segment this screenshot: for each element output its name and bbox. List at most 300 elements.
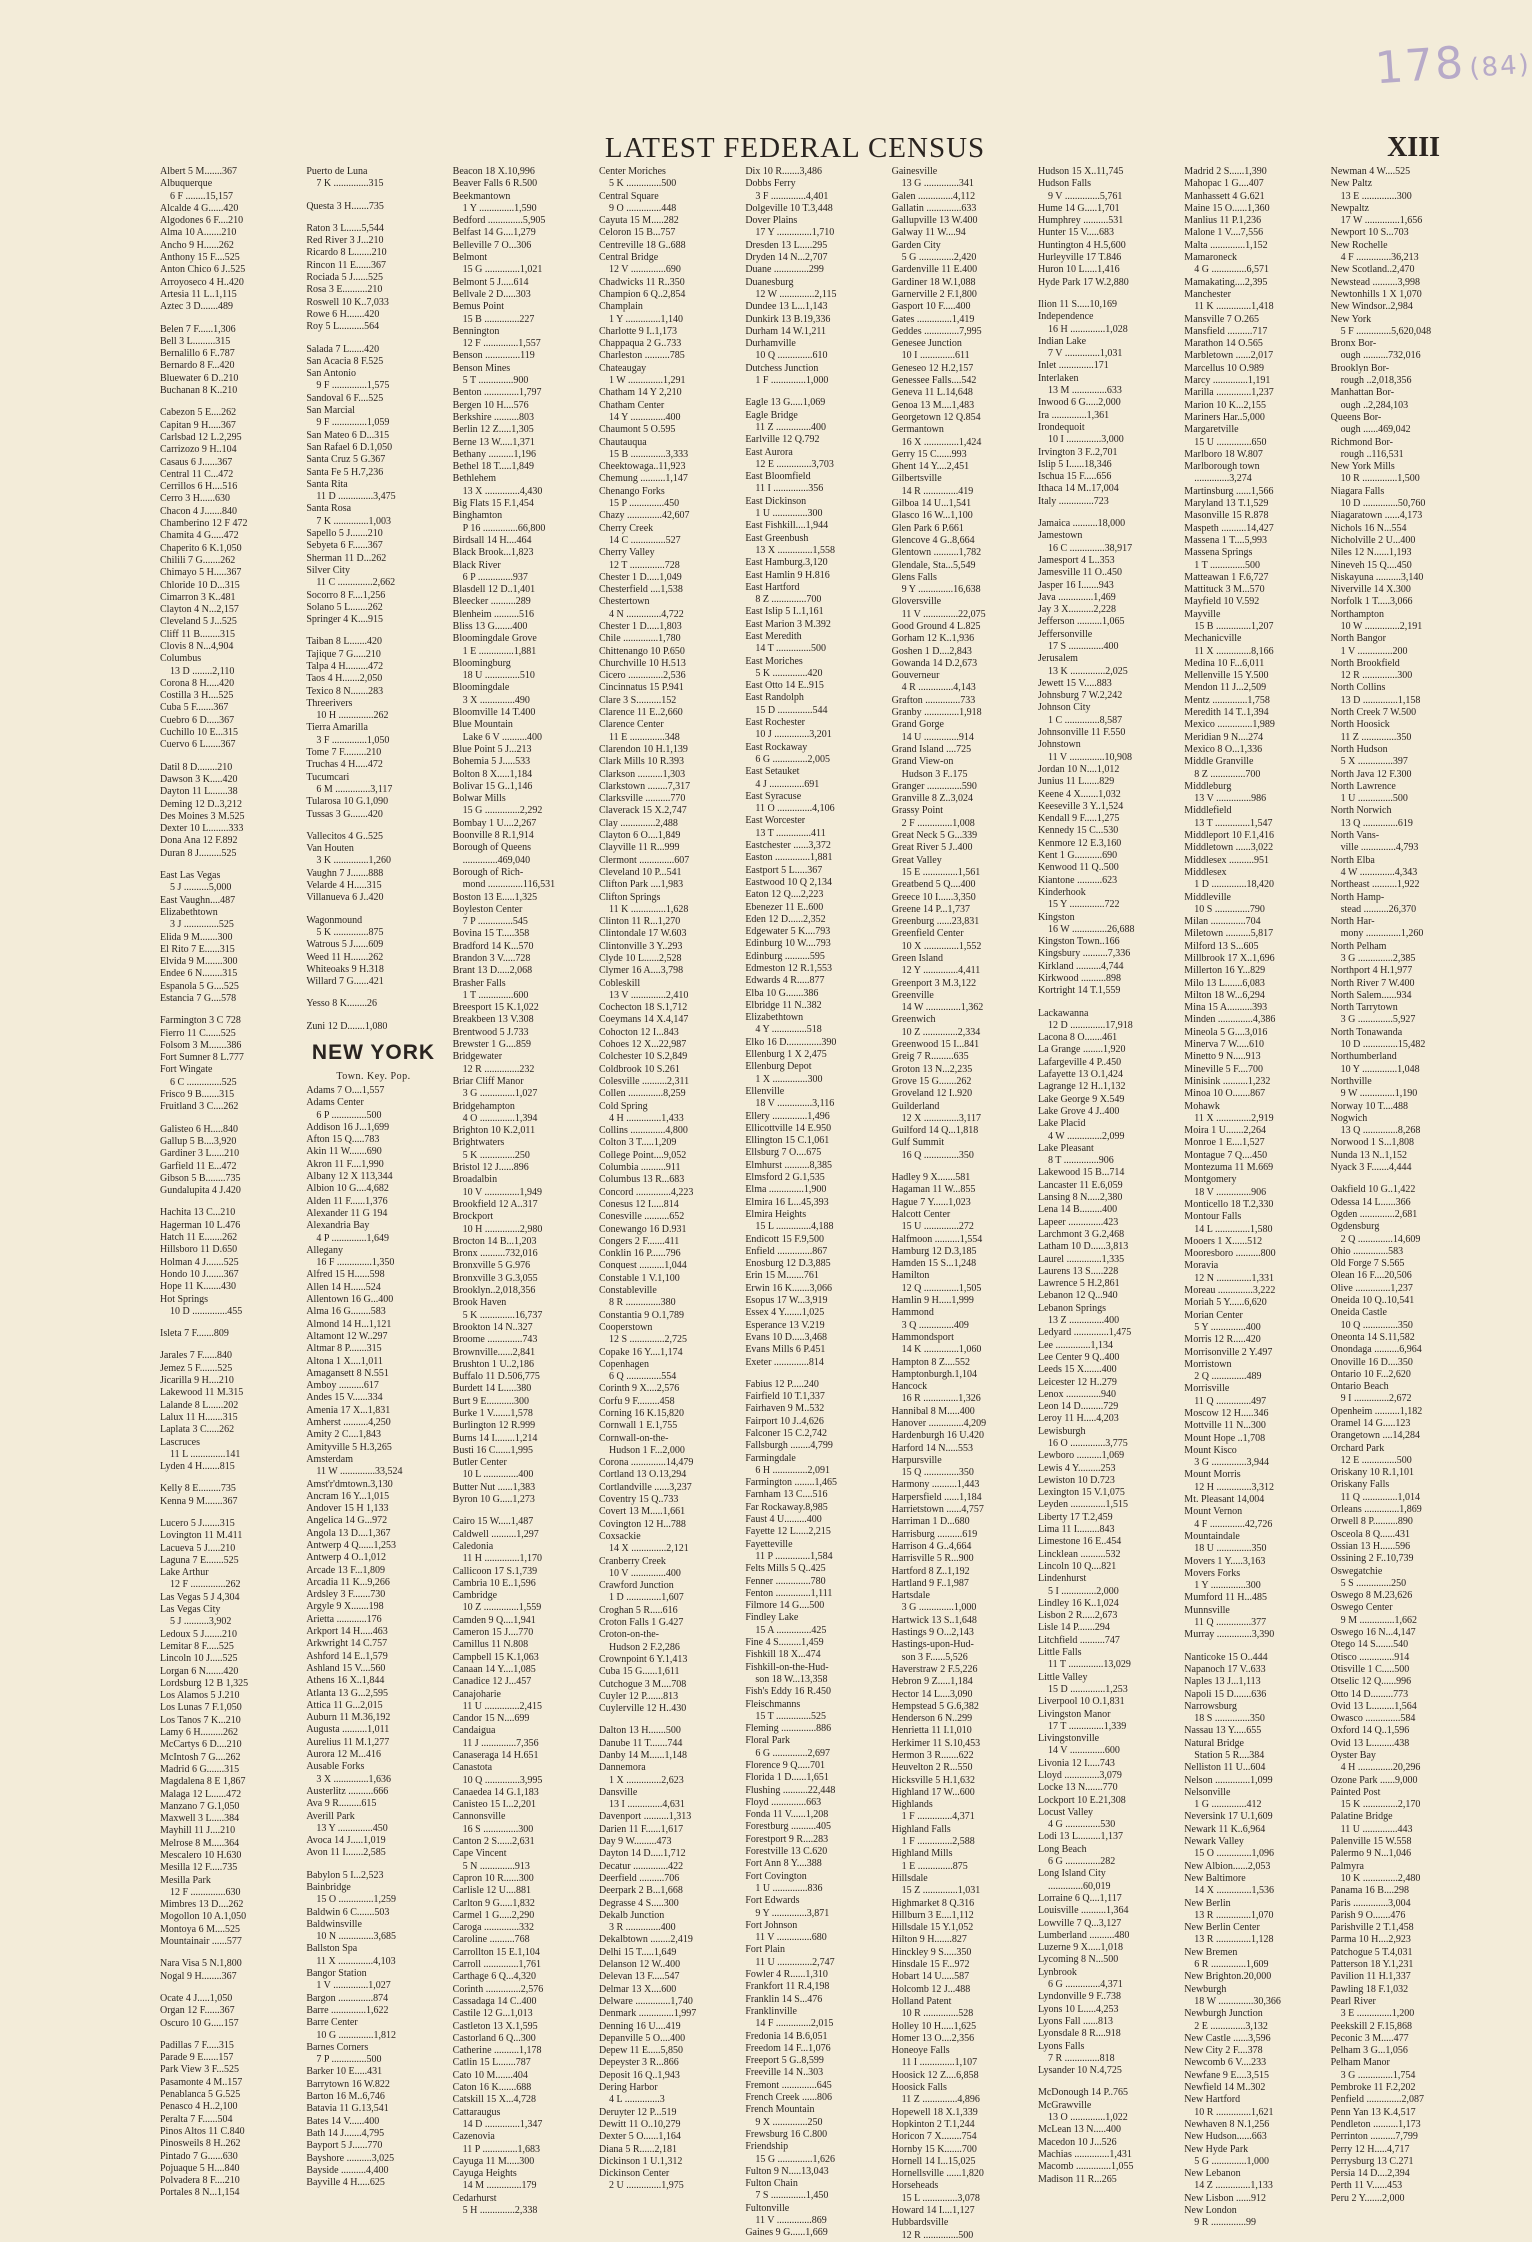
census-entry: Fort Covington: [745, 1870, 807, 1882]
census-entry: 1 G ..............412: [1194, 1799, 1262, 1811]
census-entry: Findley Lake: [745, 1612, 799, 1624]
census-entry: 3 J ..............525: [170, 919, 234, 931]
census-entry: 13 R ..............1,070: [1194, 1909, 1274, 1921]
census-entry: Threerivers: [306, 697, 353, 709]
census-entry: East Syracuse: [745, 790, 802, 802]
census-entry: 3 E ..............1,200: [1340, 2008, 1415, 2020]
census-entry: Niles 12 N......1,193: [1330, 547, 1412, 559]
census-entry: Whiteoaks 9 H.318: [306, 963, 384, 975]
census-entry: Harpursville: [891, 1454, 942, 1466]
census-entry: Bell 3 L.........315: [160, 335, 231, 347]
census-entry: Beacon 18 X.10,996: [452, 166, 535, 177]
census-entry: Cattaraugus: [452, 2106, 501, 2118]
census-entry: 11 Z ..............350: [1340, 731, 1412, 743]
census-entry: Milo 13 L.......6,083: [1184, 977, 1265, 989]
census-entry: Essex 4 Y.......1,025: [745, 1307, 825, 1319]
census-entry: Arkwright 14 C.757: [306, 1638, 388, 1650]
census-entry: 9 I ..............2,672: [1340, 1393, 1412, 1405]
census-entry: Cleveland 5 J...525: [160, 616, 237, 628]
census-entry: New Berlin: [1184, 1897, 1231, 1909]
census-entry: Kenmore 12 E.3,160: [1037, 837, 1122, 849]
census-entry: Caledonia: [452, 1540, 494, 1552]
census-entry: Oxford 14 Q..1,596: [1330, 1725, 1410, 1737]
census-entry: San Antonio: [306, 368, 357, 380]
census-entry: Mendon 11 J...2,509: [1184, 682, 1267, 694]
census-entry: 15 U ..............650: [1194, 436, 1267, 448]
census-entry: Hobart 14 U.....587: [891, 1971, 970, 1983]
census-entry: Middlefield: [1184, 805, 1232, 817]
census-entry: Callicoon 17 S.1,739: [452, 1565, 538, 1577]
census-entry: 16 F ..............1,350: [316, 1257, 395, 1269]
census-entry: Laplata 3 C.....262: [160, 1424, 235, 1436]
census-entry: Edinburg ..........595: [745, 950, 825, 962]
census-entry: Oswego Center: [1330, 1602, 1393, 1614]
census-entry: Oyster Bay: [1330, 1750, 1376, 1761]
census-entry: 11 K ..............1,628: [608, 903, 689, 915]
census-entry: Auburn 11 M.36,192: [306, 1712, 391, 1724]
census-entry: Hudson 15 X..11,745: [1037, 166, 1124, 177]
census-entry: Allen 14 H......524: [306, 1281, 381, 1293]
census-entry: Palatine Bridge: [1330, 1811, 1393, 1823]
census-entry: Hadley 9 X.......581: [891, 1172, 971, 1184]
census-entry: 13 K ..............2,025: [1047, 665, 1128, 677]
census-entry: Caroline ..........768: [452, 1934, 530, 1946]
census-entry: Bloomville 14 T.400: [452, 707, 536, 719]
census-entry: New Windsor..2,984: [1330, 301, 1413, 313]
census-entry: Malaga 12 L......472: [160, 1788, 242, 1800]
census-entry: Belmont 5 J.....614: [452, 276, 529, 288]
census-entry: Puerto de Luna: [306, 166, 368, 177]
census-entry: Northport 4 H.1,977: [1330, 965, 1413, 977]
census-entry: Cicero ..............2,536: [598, 670, 686, 682]
census-entry: North Har-: [1330, 916, 1375, 928]
census-entry: North Bangor: [1330, 633, 1386, 645]
census-entry: 1 Y ..............1,590: [462, 202, 537, 214]
census-entry: Arkport 14 H.....463: [306, 1626, 388, 1638]
census-entry: Clovis 8 N...4,904: [160, 640, 234, 652]
census-entry: Constantia 9 O.1,789: [598, 1309, 684, 1321]
census-entry: 4 P ..............1,649: [316, 1232, 390, 1244]
census-entry: Hunter 15 V.....683: [1037, 227, 1114, 239]
census-entry: Blue Mountain: [452, 719, 513, 731]
census-entry: 14 X ..............2,121: [608, 1543, 689, 1555]
census-entry: son 18 W...13,358: [755, 1673, 828, 1685]
census-column-3: [452, 166, 587, 2216]
census-entry: East Dickinson: [745, 495, 807, 507]
census-entry: Allegany: [306, 1244, 343, 1256]
census-entry: Falconer 15 C.2,742: [745, 1427, 827, 1439]
census-entry: Bradford 14 K...570: [452, 940, 534, 952]
census-entry: 1 E ..............875: [901, 1860, 968, 1872]
census-entry: Dannemora: [598, 1762, 646, 1774]
census-entry: Avon 11 I.......2,585: [306, 1847, 386, 1859]
census-entry: Capitan 9 H.....367: [160, 419, 236, 431]
census-entry: Mt. Pleasant 14,004: [1184, 1494, 1265, 1506]
census-entry: Liverpool 10 O.1,831: [1037, 1696, 1125, 1708]
census-entry: 12 Y ..............4,411: [901, 965, 981, 977]
spacer: [745, 387, 879, 397]
census-entry: Athens 16 X..1,844: [306, 1675, 385, 1687]
census-entry: Congers 2 F.......411: [598, 1235, 680, 1247]
census-entry: 11 Z ..............4,896: [901, 2094, 980, 2106]
census-entry: Interlaken: [1037, 372, 1079, 384]
census-entry: Gorham 12 K..1,936: [891, 633, 975, 645]
census-entry: Orchard Park: [1330, 1442, 1385, 1454]
spacer: [160, 752, 294, 762]
census-entry: Gundalupita 4 J.420: [160, 1185, 241, 1197]
census-entry: Lorgan 6 N.......420: [160, 1665, 239, 1677]
census-entry: 10 K ..............2,480: [1340, 1872, 1421, 1884]
census-entry: 10 L ..............400: [462, 1469, 534, 1481]
spacer: [160, 1473, 294, 1483]
spacer: [160, 1197, 294, 1207]
census-entry: Liberty 17 T.2,459: [1037, 1511, 1113, 1523]
census-entry: Genoa 13 M....1,483: [891, 399, 975, 411]
census-entry: Hamilton: [891, 1270, 930, 1282]
census-entry: Cold Spring: [598, 1100, 648, 1112]
census-entry: 15 U ..............272: [901, 1221, 974, 1233]
census-entry: Center Moriches: [598, 166, 666, 177]
census-entry: Bloomingburg: [452, 657, 511, 669]
census-entry: Faust 4 U.........400: [745, 1514, 822, 1526]
census-entry: 17 Y ..............1,710: [755, 227, 835, 239]
census-entry: New London: [1184, 2204, 1237, 2216]
census-entry: 12 W ..............2,115: [755, 288, 837, 300]
census-entry: Fabius 12 P.....240: [745, 1378, 819, 1390]
census-entry: Clay ..............2,488: [598, 817, 678, 829]
census-entry: Exeter ..............814: [745, 1356, 824, 1368]
census-entry: Geneva 11 L.14,648: [891, 387, 973, 399]
census-entry: Burns 14 I........1,214: [452, 1432, 538, 1444]
census-entry: Clarksville ..........770: [598, 793, 686, 805]
census-entry: 2 F ..............1,008: [901, 817, 975, 829]
census-entry: Lascruces: [160, 1436, 200, 1448]
census-entry: Deming 12 D..3,212: [160, 798, 242, 810]
census-entry: Galen ..............4,112: [891, 190, 976, 202]
census-entry: Conesville ..........652: [598, 1211, 685, 1223]
census-entry: Truchas 4 H.....472: [306, 759, 383, 771]
census-entry: Baldwinsville: [306, 1918, 362, 1930]
census-entry: 10 V ..............1,949: [462, 1186, 543, 1198]
census-entry: Canastota: [452, 1762, 493, 1774]
census-entry: San Mateo 6 D...315: [306, 429, 390, 441]
census-entry: 5 J ..........5,000: [170, 882, 232, 894]
census-entry: Fremont ..............645: [745, 2079, 832, 2091]
census-entry: Hardenburgh 16 U.420: [891, 1430, 984, 1442]
census-entry: Chatham Center: [598, 399, 665, 411]
census-entry: Lakewood 15 B...714: [1037, 1167, 1125, 1179]
census-column-4: [598, 166, 733, 2192]
census-entry: Greenwich: [891, 1014, 936, 1026]
census-entry: Buchanan 8 K..210: [160, 385, 238, 397]
census-entry: East Worcester: [745, 815, 806, 827]
census-entry: Pelham 3 G...1,056: [1330, 2045, 1408, 2057]
census-entry: Solano 5 L.......262: [306, 601, 383, 613]
census-entry: Elizabethtown: [160, 906, 218, 918]
census-entry: Lena 14 B.........400: [1037, 1204, 1118, 1216]
census-entry: Panama 16 B....298: [1330, 1885, 1409, 1897]
census-entry: North Collins: [1330, 682, 1386, 694]
census-entry: Endicott 15 F.9,500: [745, 1233, 824, 1245]
census-entry: Moriah 5 Y......6,620: [1184, 1297, 1267, 1309]
census-entry: Nelson ..............1,099: [1184, 1774, 1273, 1786]
census-entry: Gates ..............1,419: [891, 313, 975, 325]
census-entry: Gardiner 18 W.1,088: [891, 276, 976, 288]
census-entry: Franklin 14 S...476: [745, 1993, 823, 2005]
census-entry: Heuvelton 2 R...550: [891, 1762, 973, 1774]
census-entry: Big Flats 15 F.1,454: [452, 498, 534, 510]
census-entry: Peekskill 2 F.15,868: [1330, 2020, 1413, 2032]
census-entry: 4 F ..............36,213: [1340, 252, 1419, 264]
census-entry: Bliss 13 G.......400: [452, 620, 528, 632]
census-entry: Kingston: [1037, 911, 1075, 923]
census-entry: 5 K ..............875: [316, 926, 384, 938]
census-entry: Claverack 15 X.2,747: [598, 805, 687, 817]
census-entry: Dobbs Ferry: [745, 178, 796, 190]
census-entry: Barnes Corners: [306, 2041, 369, 2053]
census-entry: Farmington 3 C 728: [160, 1015, 241, 1027]
census-entry: Ledoux 5 J.......210: [160, 1628, 237, 1640]
census-entry: Lockport 10 E.21,308: [1037, 1794, 1126, 1806]
census-entry: Madrid 6 G.......315: [160, 1763, 240, 1775]
census-entry: 14 M ..............179: [462, 2180, 537, 2192]
census-entry: Cincinnatus 15 P.941: [598, 682, 684, 694]
census-entry: Elvida 9 M.......300: [160, 956, 238, 968]
census-entry: Huron 10 L.....1,416: [1037, 264, 1120, 276]
census-entry: Palermo 9 N...1,046: [1330, 1848, 1412, 1860]
census-entry: 13 T ..............411: [755, 827, 826, 839]
census-entry: Barton 16 M..6,746: [306, 2091, 385, 2103]
census-entry: Dickinson Center: [598, 2168, 670, 2180]
census-entry: Oakfield 10 G..1,422: [1330, 1184, 1416, 1196]
census-entry: Ellicottville 14 E.950: [745, 1122, 832, 1134]
census-entry: 15 B ..............1,207: [1194, 620, 1274, 632]
census-entry: Ricardo 8 L.......210: [306, 247, 387, 259]
census-entry: 5 J ..........3,902: [170, 1616, 232, 1628]
census-entry: Blenheim ..........516: [452, 608, 535, 620]
census-entry: Mexico 8 O...1,336: [1184, 743, 1263, 755]
census-entry: Halfmoon ..........1,554: [891, 1233, 983, 1245]
census-entry: Aurelius 11 M.1,277: [306, 1736, 390, 1748]
census-entry: Jeffersonville: [1037, 628, 1093, 640]
census-entry: Guilderland: [891, 1100, 940, 1112]
census-entry: Hume 14 G.....1,701: [1037, 202, 1120, 214]
census-entry: Ira ..............1,361: [1037, 409, 1110, 421]
spacer: [160, 1983, 294, 1993]
census-entry: Little Valley: [1037, 1671, 1088, 1683]
census-entry: Edgewater 5 K....793: [745, 926, 831, 938]
census-entry: Cochecton 18 S.1,712: [598, 1002, 688, 1014]
census-entry: 5 H ..............2,338: [462, 2204, 538, 2216]
census-entry: 11 V ..............10,908: [1047, 751, 1132, 763]
census-entry: Pintado 7 G......630: [160, 2150, 238, 2162]
census-entry: Carrizozo 9 H..104: [160, 444, 237, 456]
spacer: [306, 626, 440, 636]
census-entry: New Lisbon ......912: [1184, 2192, 1266, 2204]
census-entry: Pinosweils 8 H..262: [160, 2138, 241, 2150]
census-entry: Hempstead 5 G.6,382: [891, 1700, 979, 1712]
census-entry: Santa Rita: [306, 478, 348, 490]
census-entry: Floyd ..............663: [745, 1796, 822, 1808]
census-entry: East Randolph: [745, 692, 804, 704]
census-entry: Gibson 5 B........735: [160, 1172, 241, 1184]
census-entry: 13 Z ..............400: [1047, 1315, 1120, 1327]
census-entry: Brant 13 D.....2,068: [452, 965, 533, 977]
census-entry: Lowville 7 Q...3,127: [1037, 1917, 1122, 1929]
census-entry: Deerfield ..........706: [598, 1872, 680, 1884]
census-entry: Oriskany 10 R.1,101: [1330, 1467, 1414, 1479]
census-entry: Hammond: [891, 1307, 934, 1319]
census-entry: Lansing 8 N.....2,380: [1037, 1192, 1123, 1204]
census-entry: Madrid 2 S......1,390: [1184, 166, 1267, 177]
census-entry: Great Valley: [891, 854, 942, 866]
census-entry: 14 F ..............2,015: [755, 2018, 834, 2030]
census-entry: Manchester: [1184, 288, 1231, 300]
census-entry: 15 B ..............227: [462, 313, 535, 325]
census-entry: Harmony ..........1,443: [891, 1479, 980, 1491]
census-entry: Tussas 3 G.......420: [306, 808, 383, 820]
census-entry: Breesport 15 K.1,022: [452, 1002, 539, 1014]
census-entry: Manhassett 4 G.621: [1184, 190, 1265, 202]
census-entry: Leyden ..............1,515: [1037, 1499, 1128, 1511]
census-entry: 15 Q ..............350: [901, 1467, 974, 1479]
census-entry: 11 X ..............2,919: [1194, 1112, 1274, 1124]
census-entry: 15 D ..............544: [755, 704, 828, 716]
census-entry: Cambria 10 E..1,596: [452, 1577, 536, 1589]
census-entry: 1 E ..............1,881: [462, 645, 537, 657]
census-entry: 3 F ..............1,050: [316, 734, 390, 746]
census-entry: Ontario Beach: [1330, 1381, 1389, 1393]
census-entry: 2 Q ..............14,609: [1340, 1233, 1421, 1245]
census-entry: Massena 1 T....5,993: [1184, 534, 1267, 546]
census-entry: 6 P ..............937: [462, 571, 528, 583]
census-entry: Atlanta 13 G...2,595: [306, 1687, 388, 1699]
census-entry: North River 7 W.400: [1330, 977, 1415, 989]
census-entry: 15 O ..............1,259: [316, 1894, 397, 1906]
census-entry: Colton 3 T.....1,209: [598, 1137, 677, 1149]
census-entry: Dolgeville 10 T.3,448: [745, 202, 833, 214]
census-entry: Gasport 10 F.....400: [891, 301, 971, 313]
census-entry: Brooklyn..2,018,356: [452, 1285, 536, 1297]
census-entry: Peralta 7 F......504: [160, 2113, 233, 2125]
census-entry: Haverstraw 2 F.5,226: [891, 1663, 978, 1675]
census-entry: Decatur ..............422: [598, 1860, 684, 1872]
census-entry: Alexander 11 G 194: [306, 1207, 388, 1219]
census-entry: Moscow 12 H.....346: [1184, 1407, 1269, 1419]
census-entry: 10 H ..............2,980: [462, 1223, 543, 1235]
census-entry: Fonda 11 V......1,208: [745, 1809, 829, 1821]
census-entry: Socorro 8 F....1,256: [306, 589, 386, 601]
census-entry: Garfield 11 E...472: [160, 1160, 237, 1172]
census-entry: Churchville 10 H.513: [598, 657, 686, 669]
census-entry: Andover 15 H 1,133: [306, 1503, 389, 1515]
census-entry: Chimayo 5 H.....367: [160, 567, 242, 579]
spacer: [892, 1162, 1026, 1172]
census-entry: Argyle 9 X.......198: [306, 1601, 384, 1613]
census-entry: Marathon 14 O.565: [1184, 338, 1263, 350]
census-entry: Evans 10 D.....3,468: [745, 1331, 827, 1343]
census-entry: Candor 15 N....699: [452, 1713, 530, 1725]
census-entry: Newburgh Junction: [1184, 2008, 1263, 2020]
census-entry: Las Vegas 5 J 4,304: [160, 1591, 240, 1603]
census-entry: Cerro 3 H......630: [160, 493, 230, 505]
census-entry: Hudson 1 F...2,000: [608, 1444, 685, 1456]
census-entry: Croton Falls 1 G.427: [598, 1617, 684, 1629]
census-entry: Berlin 12 Z.....1,305: [452, 424, 534, 436]
census-entry: Nogal 9 H........367: [160, 1970, 237, 1982]
census-column-5: [745, 166, 879, 2239]
census-entry: Lebanon Springs: [1037, 1302, 1107, 1314]
census-entry: Movers 1 Y.....3,163: [1184, 1555, 1266, 1567]
census-entry: Clark Mills 10 R.393: [598, 756, 684, 768]
census-entry: New York: [1330, 313, 1372, 325]
census-entry: Mount Hope ..1,708: [1184, 1432, 1266, 1444]
census-entry: Corinth ..............2,576: [452, 1983, 544, 1995]
census-entry: Mina 15 A..........393: [1184, 1002, 1268, 1014]
census-entry: Hamptonburgh.1,104: [891, 1368, 978, 1380]
census-entry: Forestburg ..........405: [745, 1821, 831, 1833]
census-entry: Dover Plains: [745, 215, 798, 227]
census-entry: Chester 1 D.....1,049: [598, 571, 682, 583]
census-entry: Morristown: [1184, 1358, 1232, 1370]
census-entry: Elbridge 11 N..382: [745, 999, 822, 1011]
census-entry: Bolton 8 X.....1,184: [452, 768, 533, 780]
census-entry: Bronxville 3 G.3,055: [452, 1272, 538, 1284]
census-entry: Pembroke 11 F.2,202: [1330, 2082, 1416, 2094]
census-entry: 6 C ..............525: [170, 1076, 237, 1088]
census-entry: 12 Q ..............1,505: [901, 1282, 982, 1294]
census-entry: Paris ..............3,004: [1330, 1897, 1411, 1909]
census-entry: Boonville 8 R.1,914: [452, 830, 534, 842]
census-entry: Brasher Falls: [452, 977, 506, 989]
census-entry: Cazenovia: [452, 2131, 495, 2143]
census-entry: Broome ..............743: [452, 1334, 538, 1346]
census-entry: Ogden ..............2,681: [1330, 1208, 1418, 1220]
census-entry: Mohawk: [1184, 1100, 1220, 1112]
census-entry: Keene 4 X.......1,032: [1037, 788, 1121, 800]
census-entry: Carrollton 15 E.1,104: [452, 1946, 540, 1958]
census-entry: Earlville 12 Q.792: [745, 434, 820, 446]
census-entry: Lyden 4 H.......815: [160, 1461, 235, 1473]
census-entry: Lyonsdale 8 R....918: [1037, 2028, 1121, 2040]
census-entry: 13 Y ..............450: [316, 1822, 388, 1834]
census-entry: Leroy 11 H.....4,203: [1037, 1413, 1119, 1425]
census-entry: Magdalena 8 E 1,867: [160, 1776, 246, 1788]
census-entry: Anton Chico 6 J..525: [160, 264, 246, 276]
census-entry: Gerry 15 C......993: [891, 448, 967, 460]
census-entry: East Setauket: [745, 766, 800, 778]
census-entry: 1 D ..............18,420: [1194, 879, 1275, 891]
census-entry: Canaan 14 Y....1,085: [452, 1663, 536, 1675]
census-entry: Germantown: [891, 424, 944, 436]
spacer: [160, 2030, 294, 2040]
census-entry: Livonia 12 I.....743: [1037, 1757, 1115, 1769]
census-entry: Middlesex: [1184, 866, 1227, 878]
census-entry: Gainesville: [891, 166, 938, 177]
census-entry: Belen 7 F......1,306: [160, 323, 236, 335]
census-entry: McGrawville: [1037, 2099, 1092, 2111]
census-entry: 13 V ..............2,410: [608, 989, 689, 1001]
census-entry: Milford 13 S...605: [1184, 940, 1259, 952]
census-entry: Roswell 10 K..7,033: [306, 296, 389, 308]
census-entry: Oneida Castle: [1330, 1307, 1387, 1319]
census-entry: Fenton ..............1,111: [745, 1587, 833, 1599]
census-entry: Hopkinton 2 T.1,244: [891, 2118, 975, 2130]
census-entry: Frankfort 11 R.4,198: [745, 1981, 830, 1993]
census-entry: Breakbeen 13 V.308: [452, 1014, 534, 1026]
census-entry: 18 U ..............350: [1194, 1543, 1267, 1555]
census-entry: Niverville 14 X.300: [1330, 584, 1411, 596]
